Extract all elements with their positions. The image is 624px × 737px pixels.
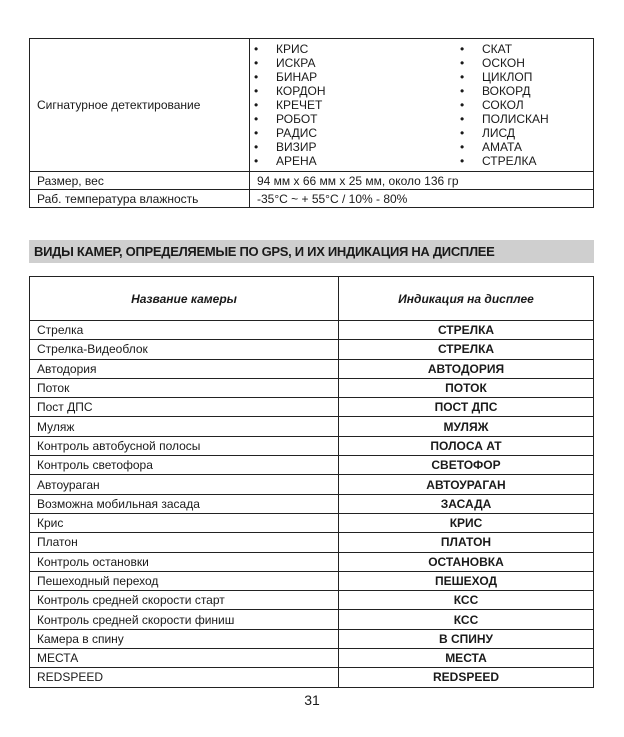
bullet-icon: • bbox=[460, 84, 465, 98]
camera-table-row bbox=[30, 513, 594, 532]
bullet-icon: • bbox=[254, 154, 259, 168]
display-indication-cell: ЗАСАДА bbox=[339, 494, 594, 513]
page-number: 31 bbox=[304, 692, 320, 708]
camera-name-cell: Контроль светофора bbox=[30, 456, 339, 475]
signature-list-cell bbox=[250, 39, 594, 172]
bullet-icon: • bbox=[254, 98, 259, 112]
camera-table-row bbox=[30, 340, 594, 359]
display-indication-cell: ПОЛОСА АТ bbox=[339, 436, 594, 455]
signature-list-item bbox=[460, 154, 549, 168]
bullet-icon: • bbox=[460, 98, 465, 112]
signature-name: СОКОЛ bbox=[482, 98, 524, 112]
bullet-icon: • bbox=[460, 154, 465, 168]
camera-name-cell: Пешеходный переход bbox=[30, 571, 339, 590]
signature-name: ЦИКЛОП bbox=[482, 70, 533, 84]
signature-list-item bbox=[460, 126, 549, 140]
signature-name: ВОКОРД bbox=[482, 84, 531, 98]
camera-table-row bbox=[30, 629, 594, 648]
signature-name: ВИЗИР bbox=[276, 140, 317, 154]
signature-name: БИНАР bbox=[276, 70, 318, 84]
signature-name: РАДИС bbox=[276, 126, 318, 140]
camera-name-cell: Автодория bbox=[30, 359, 339, 378]
signature-list-item bbox=[254, 84, 460, 98]
bullet-icon: • bbox=[254, 70, 259, 84]
camera-table-row bbox=[30, 475, 594, 494]
signature-list-item bbox=[460, 84, 549, 98]
bullet-icon: • bbox=[460, 70, 465, 84]
display-indication-cell: СТРЕЛКА bbox=[339, 321, 594, 340]
size-weight-label: Размер, вес bbox=[30, 172, 250, 190]
signature-name: СКАТ bbox=[482, 42, 513, 56]
camera-name-cell: Контроль средней скорости старт bbox=[30, 591, 339, 610]
operating-temperature-value: -35°С ~ + 55°С / 10% - 80% bbox=[250, 190, 594, 208]
camera-name-cell: Контроль остановки bbox=[30, 552, 339, 571]
operating-temperature-label: Раб. температура влажность bbox=[30, 190, 250, 208]
camera-table-row bbox=[30, 436, 594, 455]
size-weight-value: 94 мм x 66 мм x 25 мм, около 136 гр bbox=[250, 172, 594, 190]
camera-name-cell: Контроль средней скорости финиш bbox=[30, 610, 339, 629]
bullet-icon: • bbox=[460, 140, 465, 154]
display-indication-cell: МУЛЯЖ bbox=[339, 417, 594, 436]
signature-name: ОСКОН bbox=[482, 56, 525, 70]
specifications-table bbox=[29, 38, 594, 208]
signature-list-item bbox=[254, 112, 460, 126]
signature-list-item bbox=[254, 98, 460, 112]
camera-table-row bbox=[30, 591, 594, 610]
bullet-icon: • bbox=[460, 56, 465, 70]
bullet-icon: • bbox=[460, 126, 465, 140]
camera-name-cell: REDSPEED bbox=[30, 668, 339, 687]
camera-name-cell: Автоураган bbox=[30, 475, 339, 494]
camera-table-row bbox=[30, 610, 594, 629]
bullet-icon: • bbox=[460, 42, 465, 56]
camera-name-cell: Муляж bbox=[30, 417, 339, 436]
camera-name-cell: Возможна мобильная засада bbox=[30, 494, 339, 513]
camera-table-header-row bbox=[30, 277, 594, 321]
camera-table-row bbox=[30, 359, 594, 378]
signature-name: РОБОТ bbox=[276, 112, 318, 126]
signature-list-item bbox=[254, 56, 460, 70]
camera-table-row bbox=[30, 456, 594, 475]
camera-table-row bbox=[30, 649, 594, 668]
display-indication-cell: КСС bbox=[339, 610, 594, 629]
camera-name-cell: Крис bbox=[30, 513, 339, 532]
camera-name-cell: Пост ДПС bbox=[30, 398, 339, 417]
camera-name-cell: Стрелка bbox=[30, 321, 339, 340]
signature-name: КРЕЧЕТ bbox=[276, 98, 323, 112]
bullet-icon: • bbox=[254, 126, 259, 140]
display-indication-cell: ПОТОК bbox=[339, 378, 594, 397]
signature-name: АРЕНА bbox=[276, 154, 317, 168]
signature-list-item bbox=[460, 42, 549, 56]
signature-name: КОРДОН bbox=[276, 84, 326, 98]
bullet-icon: • bbox=[254, 112, 259, 126]
bullet-icon: • bbox=[460, 112, 465, 126]
camera-name-cell: Камера в спину bbox=[30, 629, 339, 648]
camera-table-row bbox=[30, 378, 594, 397]
camera-name-cell: Поток bbox=[30, 378, 339, 397]
signature-list-item bbox=[460, 112, 549, 126]
display-indication-cell: КСС bbox=[339, 591, 594, 610]
signature-name: ПОЛИСКАН bbox=[482, 112, 549, 126]
signature-list-item bbox=[254, 70, 460, 84]
bullet-icon: • bbox=[254, 84, 259, 98]
signature-list-item bbox=[460, 56, 549, 70]
camera-table-row bbox=[30, 494, 594, 513]
display-indication-cell: КРИС bbox=[339, 513, 594, 532]
bullet-icon: • bbox=[254, 140, 259, 154]
camera-name-cell: Платон bbox=[30, 533, 339, 552]
camera-table-row bbox=[30, 398, 594, 417]
camera-name-column-header: Название камеры bbox=[30, 277, 339, 321]
signature-name: ЛИСД bbox=[482, 126, 516, 140]
camera-types-table bbox=[29, 276, 594, 688]
display-indication-cell: СТРЕЛКА bbox=[339, 340, 594, 359]
display-indication-cell: ПОСТ ДПС bbox=[339, 398, 594, 417]
display-indication-cell: В СПИНУ bbox=[339, 629, 594, 648]
signature-list-item bbox=[254, 42, 460, 56]
signature-name: ИСКРА bbox=[276, 56, 316, 70]
display-indication-cell: МЕСТА bbox=[339, 649, 594, 668]
section-heading: ВИДЫ КАМЕР, ОПРЕДЕЛЯЕМЫЕ ПО GPS, И ИХ ИНДИКАЦИЯ НА ДИСПЛЕЕ bbox=[29, 240, 594, 263]
signature-list-item bbox=[254, 140, 460, 154]
display-indication-cell: ПЛАТОН bbox=[339, 533, 594, 552]
signature-name: АМАТА bbox=[482, 140, 523, 154]
display-indication-cell: АВТОДОРИЯ bbox=[339, 359, 594, 378]
signature-list-item bbox=[254, 154, 460, 168]
camera-table-row bbox=[30, 571, 594, 590]
display-indication-cell: СВЕТОФОР bbox=[339, 456, 594, 475]
signature-list-item bbox=[254, 126, 460, 140]
signature-name: КРИС bbox=[276, 42, 309, 56]
camera-table-body bbox=[30, 321, 594, 688]
camera-table-row bbox=[30, 552, 594, 571]
display-indication-cell: ПЕШЕХОД bbox=[339, 571, 594, 590]
bullet-icon: • bbox=[254, 56, 259, 70]
display-indication-cell: REDSPEED bbox=[339, 668, 594, 687]
signature-name: СТРЕЛКА bbox=[482, 154, 537, 168]
camera-name-cell: Стрелка-Видеоблок bbox=[30, 340, 339, 359]
signature-list-item bbox=[460, 98, 549, 112]
signature-list-column-1 bbox=[250, 42, 460, 168]
camera-name-cell: МЕСТА bbox=[30, 649, 339, 668]
signature-list-item bbox=[460, 140, 549, 154]
display-indication-column-header: Индикация на дисплее bbox=[339, 277, 594, 321]
signature-list-item bbox=[460, 70, 549, 84]
camera-name-cell: Контроль автобусной полосы bbox=[30, 436, 339, 455]
signature-list-column-2 bbox=[460, 42, 549, 168]
camera-table-row bbox=[30, 668, 594, 687]
bullet-icon: • bbox=[254, 42, 259, 56]
signature-detection-label: Сигнатурное детектирование bbox=[30, 39, 250, 172]
display-indication-cell: ОСТАНОВКА bbox=[339, 552, 594, 571]
camera-table-row bbox=[30, 533, 594, 552]
camera-table-row bbox=[30, 417, 594, 436]
camera-table-row bbox=[30, 321, 594, 340]
display-indication-cell: АВТОУРАГАН bbox=[339, 475, 594, 494]
